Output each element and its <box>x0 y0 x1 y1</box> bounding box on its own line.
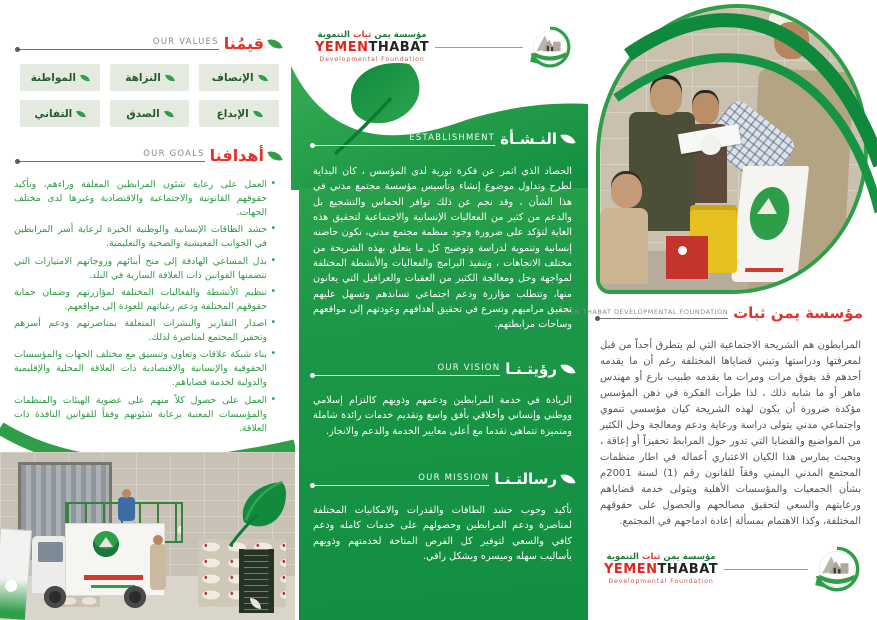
leaf-icon <box>258 73 268 83</box>
goals-heading-tail <box>16 149 205 162</box>
goals-title-ar: أهدافنا <box>209 146 264 165</box>
value-badge <box>20 100 100 127</box>
truck-cab <box>32 536 67 593</box>
bag-text-line <box>745 268 784 272</box>
rollup-banner-right <box>239 549 274 613</box>
establishment-text: الحصاد الذي اثمر عن فكرة ثورية لدى المؤسس ، كان البداية لطرح وتداول موضوع إنشاء وتأسيس مؤسسة مجتمع مدني في هذا الشأن ، وقد نجم عن ذلك توافر الحماس والتشجيع بل والدعم من كثير من الفعاليات الإنسانية والاجتماعية لتحقيق هذه الغاية لتؤكد على ضرورة وجود منظمة مجتمع مدني، تكون حاضنه إنسانية وتنموية لدراسة وتوضيح كل ما يتعلق بهذه الشريحة من مختلف الاتجاهات ، وتنفيذ البرامج والفعاليات والأنشطة المختلفة لمواجهة وحل ومعالجة الكثير من العقبات والعراقيل التي يعانون منها، وتتطلب مؤازرة ودعم اجتماعي تساندهم وتسهل عليهم تحقيق مراميهم وتسرع في تحقيق أهدافهم وعودتهم إلى مواقعهم وساحات مرابطتهم. <box>313 166 572 331</box>
goal-item-text: بذل المساعي الهادفة إلى منح أبنائهم وزوجاتهم الامتيازات التي تتضمنها القوانين ذات العلاقة السارية في البلد. <box>14 255 267 281</box>
about-heading-tail <box>554 307 729 319</box>
mission-heading <box>311 470 574 488</box>
banner-text-red <box>84 575 143 580</box>
mountain-village-emblem <box>529 26 571 68</box>
brand-tagline: Developmental Foundation <box>608 577 714 585</box>
goals-list <box>14 178 277 439</box>
aid-bag <box>731 166 809 282</box>
value-badge-label: الإبداع <box>216 107 249 120</box>
brand-ar-pre: مؤسسة يمن <box>663 552 716 563</box>
brand-en-yemen: YEMEN <box>604 561 658 577</box>
mission-title-en: OUR MISSION <box>418 472 490 483</box>
about-title-en: YEMEN THABAT DEVELOPMENTAL FOUNDATION <box>554 307 729 316</box>
brand-ar-post: التنموية <box>606 552 639 563</box>
goal-item-text: العمل على حصول كلاً منهم على عضوية الهيئات والمنظمات والمؤسسات المعنية برعاية شئونهم وفقاً للقوانين النافذة ذات العلاقة. <box>14 394 267 434</box>
value-badge <box>110 100 190 127</box>
heading-rule <box>16 49 219 50</box>
value-badge-label: النزاهة <box>125 71 161 84</box>
brand-ar-red: ثبات <box>641 552 661 563</box>
establishment-title-ar: النـشـأة <box>500 130 557 148</box>
values-heading-tail <box>16 37 219 50</box>
vision-title-ar: رؤيتـنـا <box>505 360 557 378</box>
leaf-icon <box>267 36 282 51</box>
goal-item <box>14 255 277 283</box>
establishment-heading <box>311 130 574 148</box>
goals-title-en: OUR GOALS <box>143 149 205 159</box>
vision-heading-tail <box>311 363 500 376</box>
aid-worker-glove <box>700 135 721 155</box>
mission-text: تأكيد وجوب حشد الطاقات والقدرات والامكانيات المختلفة لمناصرة ودعم المرابطين وحصولهم على خدمات كامله ودعم كافي والسعي لتوفير كل الفرص المتاحة لخدمتهم وذويهم بأساليب سهله وميسره وبشكل راقي. <box>313 505 572 562</box>
leaf-icon <box>165 73 175 83</box>
brand-logo-text <box>604 553 718 585</box>
goal-item <box>14 223 277 251</box>
goal-item <box>14 348 277 390</box>
bag-logo-print <box>747 187 792 240</box>
brand-name-en <box>604 563 718 578</box>
leaf-icon <box>560 131 575 146</box>
goal-item-text: حشد الطاقات الإنسانية والوطنية الخيرة لرعاية أسر المرابطين في الجوانب المعيشية والصحية والتعليمية. <box>14 224 267 250</box>
leaf-icon <box>253 109 263 119</box>
values-heading <box>16 34 281 53</box>
leaf-icon <box>164 109 174 119</box>
brand-ar-post: التنموية <box>317 30 350 41</box>
value-badge <box>199 100 279 127</box>
heading-rule <box>16 161 205 162</box>
value-badge-label: الإنصاف <box>211 71 254 84</box>
goal-item-text: العمل على رعاية شئون المرابطين المعلقة وراءهم، وتأكيد حقوقهم القانونية والاجتماعية والاقتصادية وغيرها لدى مختلف الجهات. <box>14 179 267 219</box>
brand-logo-text <box>315 31 429 63</box>
leaf-icon <box>560 471 575 486</box>
mission-heading-tail <box>311 473 489 486</box>
mission-title-ar: رسالتـنـا <box>494 470 557 488</box>
goal-item-text: اصدار التقارير والنشرات المتعلقة بمناصرتهم ودعم أسرهم وتحفيز المجتمع لمناصرة لذلك. <box>14 317 267 344</box>
heading-rule <box>311 145 495 146</box>
field-distribution-photo <box>596 4 868 294</box>
vision-title-en: OUR VISION <box>437 362 501 373</box>
heading-rule <box>311 485 489 486</box>
about-heading <box>554 304 863 322</box>
leaf-icon <box>267 148 282 163</box>
banner-logo-emblem <box>93 531 119 557</box>
brand-en-yemen: YEMEN <box>315 39 369 55</box>
toddler <box>600 208 648 284</box>
vision-text: الريادة في خدمة المرابطين ودعمهم وذويهم كالتزام إسلامي ووطني وإنساني وأخلاقي بأفق واسع وتقديم خدمات رائدة شاملة ومتميزة تتماهى تقدما مع أعلى معايير الخدمة والدعم والانجاز. <box>313 395 572 437</box>
leaf-icon <box>76 109 86 119</box>
value-badge-label: التفاني <box>34 107 73 120</box>
establishment-title-en: ESTABLISHMENT <box>409 132 496 143</box>
brand-en-thabat: THABAT <box>368 39 430 55</box>
establishment-heading-tail <box>311 133 495 146</box>
leaf-icon <box>80 73 90 83</box>
values-badges <box>20 64 279 127</box>
logo-divider-line <box>724 569 808 570</box>
values-title-en: OUR VALUES <box>152 37 219 47</box>
about-title-ar: مؤسسة يمن ثبات <box>733 304 863 322</box>
leaf-decoration <box>224 476 296 548</box>
panel-mission <box>299 0 588 620</box>
panel-values-goals <box>0 0 295 620</box>
brand-logo-bottom <box>604 546 860 592</box>
brand-tagline: Developmental Foundation <box>319 55 425 63</box>
boy-1-head <box>650 79 682 116</box>
brand-name-en <box>315 41 429 56</box>
goal-item <box>14 286 277 314</box>
heading-rule <box>311 375 500 376</box>
value-badge-label: المواطنة <box>30 71 76 84</box>
logo-divider-line <box>435 47 523 48</box>
brand-ar-red: ثبات <box>352 30 372 41</box>
panel-about <box>554 0 877 620</box>
truck-wheel <box>124 586 146 608</box>
leaf-icon <box>560 361 575 376</box>
worker-on-truck <box>118 497 135 521</box>
value-badge-label: الصدق <box>126 107 160 120</box>
mountain-village-emblem <box>814 546 860 592</box>
vision-heading <box>311 360 574 378</box>
values-title-ar: قيمُنا <box>223 34 264 53</box>
goal-item-text: بناء شبكة علاقات وتعاون وتنسيق مع مختلف الجهات والمؤسسات الحقوقية والإنسانية والاقتصادية ذات العلاقة المحلية والإقليمية والدولية لخدمة قضاياهم. <box>14 349 267 389</box>
aid-worker-head <box>774 22 808 59</box>
red-box <box>666 236 708 278</box>
heading-rule <box>596 318 728 319</box>
value-badge <box>110 64 190 91</box>
brand-logo-top <box>315 26 571 68</box>
brand-en-thabat: THABAT <box>657 561 719 577</box>
goals-heading <box>16 146 281 165</box>
toddler-head <box>611 174 643 208</box>
goal-item-text: تنظيم الأنشطة والفعاليات المختلفة لمؤازرتهم وضمان حماية حقوقهم المختلفة ودعم رغباتهم للعودة إلى مواقعهم. <box>14 286 267 312</box>
brand-ar-pre: مؤسسة يمن <box>374 30 427 41</box>
about-text: المرابطون هم الشريحة الاجتماعية التي لم يتطرق أحداً من قبل لمعرفتها ودراستها وتبني قضاياها المختلفة رغم أن ما يقدمه أحدهم قد يفوق مرات ومرات ما يقدمه طبيب بارع أو مهندس ماهر أو ما شابه ذلك ، لذا طرأت الفكرة في ذهن المؤسس مؤكدة ضرورة أن يكون لهذه الشريحة كيان مؤسسي تنموي واجتماعي مدني يتولى دراسة ورعاية ودعم ومعالجة وحل الكثير من المواضيع والقضايا التي تدور حول المرابط تحفيزاً أو إعاقة ، وبحيث يمارس هذا الكيان الاعتباري أعماله في اطار منظمات المجتمع المدني اليمني وفقاً للقانون رقم (1) لسنة 2001م بشأن الجمعيات والمؤسسات الأهلية ويتولى خدمة قضاياهم ورعايتهم والسعي لتحقيق مصالحهم والحصول على حقوقهم المختلفة، وكذا الاهتمام بمسألة إعادة ادماجهم في المجتمع. <box>600 340 861 527</box>
goal-item <box>14 317 277 345</box>
goal-item <box>14 178 277 220</box>
worker-standing <box>150 544 166 590</box>
value-badge <box>199 64 279 91</box>
value-badge <box>20 64 100 91</box>
boy-2-head <box>692 93 718 124</box>
